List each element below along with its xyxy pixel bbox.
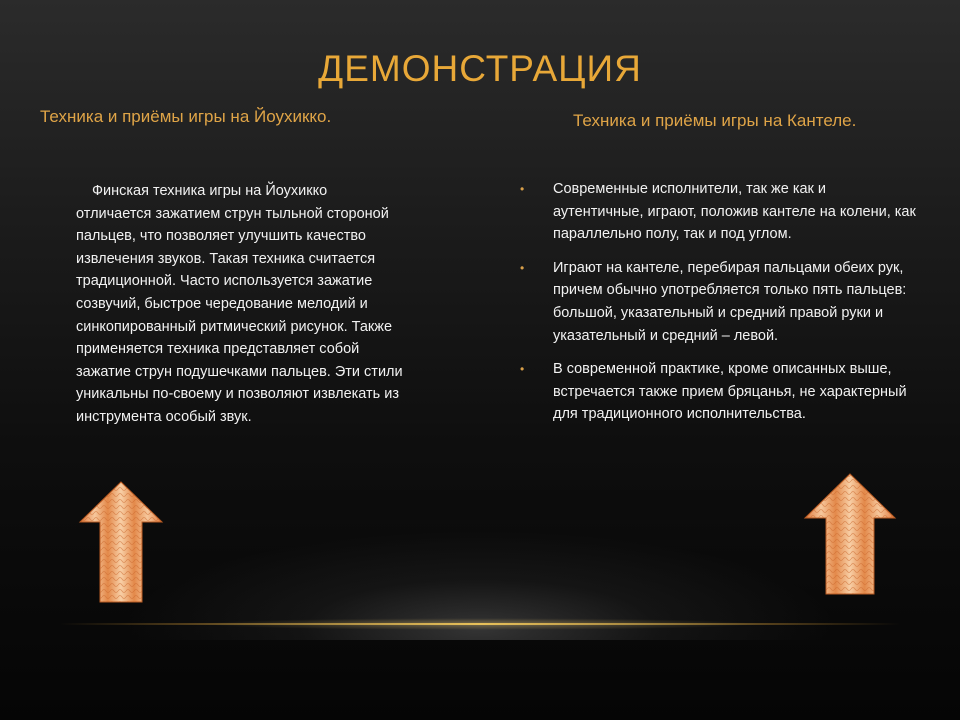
list-item (520, 358, 920, 426)
list-item (520, 178, 920, 246)
bullet-text: Играют на кантеле, перебирая пальцами обеих рук, причем обычно употребляется только пять пальцев: большой, указательный и средний правой руки и указательный и средний – левой. (553, 259, 907, 344)
bullet-dot-icon: • (520, 362, 525, 377)
slide-title: ДЕМОНСТРАЦИЯ (318, 48, 642, 89)
right-heading: Техника и приёмы игры на Кантеле. (573, 111, 857, 130)
bullet-dot-icon: • (520, 260, 525, 275)
floor-line (60, 623, 900, 625)
right-bullet-list (520, 178, 920, 437)
bullet-text: В современной практике, кроме описанных выше, встречается также прием бряцанья, не характерный для традиционного исполнительства. (553, 361, 907, 423)
list-item (520, 257, 920, 347)
left-heading: Техника и приёмы игры на Йоухикко. (40, 107, 332, 126)
up-arrow-icon (803, 472, 897, 596)
left-paragraph: Финская техника игры на Йоухикко отличается зажатием струн тыльной стороной пальцев, что позволяет улучшить качество извлечения звуков. Такая техника считается традиционной. Часто используется зажатие созвучий, быстрое чередование мелодий и синкопированный ритмический рисунок. Также применяется техника представляет собой зажатие струн подушечками пальцев. Эти стили уникальны по-своему и позволяют извлекать из инструмента особый звук. (76, 183, 403, 425)
bullet-dot-icon: • (520, 182, 525, 196)
bullet-text: Современные исполнители, так же как и аутентичные, играют, положив кантеле на колени, как параллельно полу, так и под углом. (553, 181, 916, 243)
up-arrow-icon (78, 480, 164, 604)
